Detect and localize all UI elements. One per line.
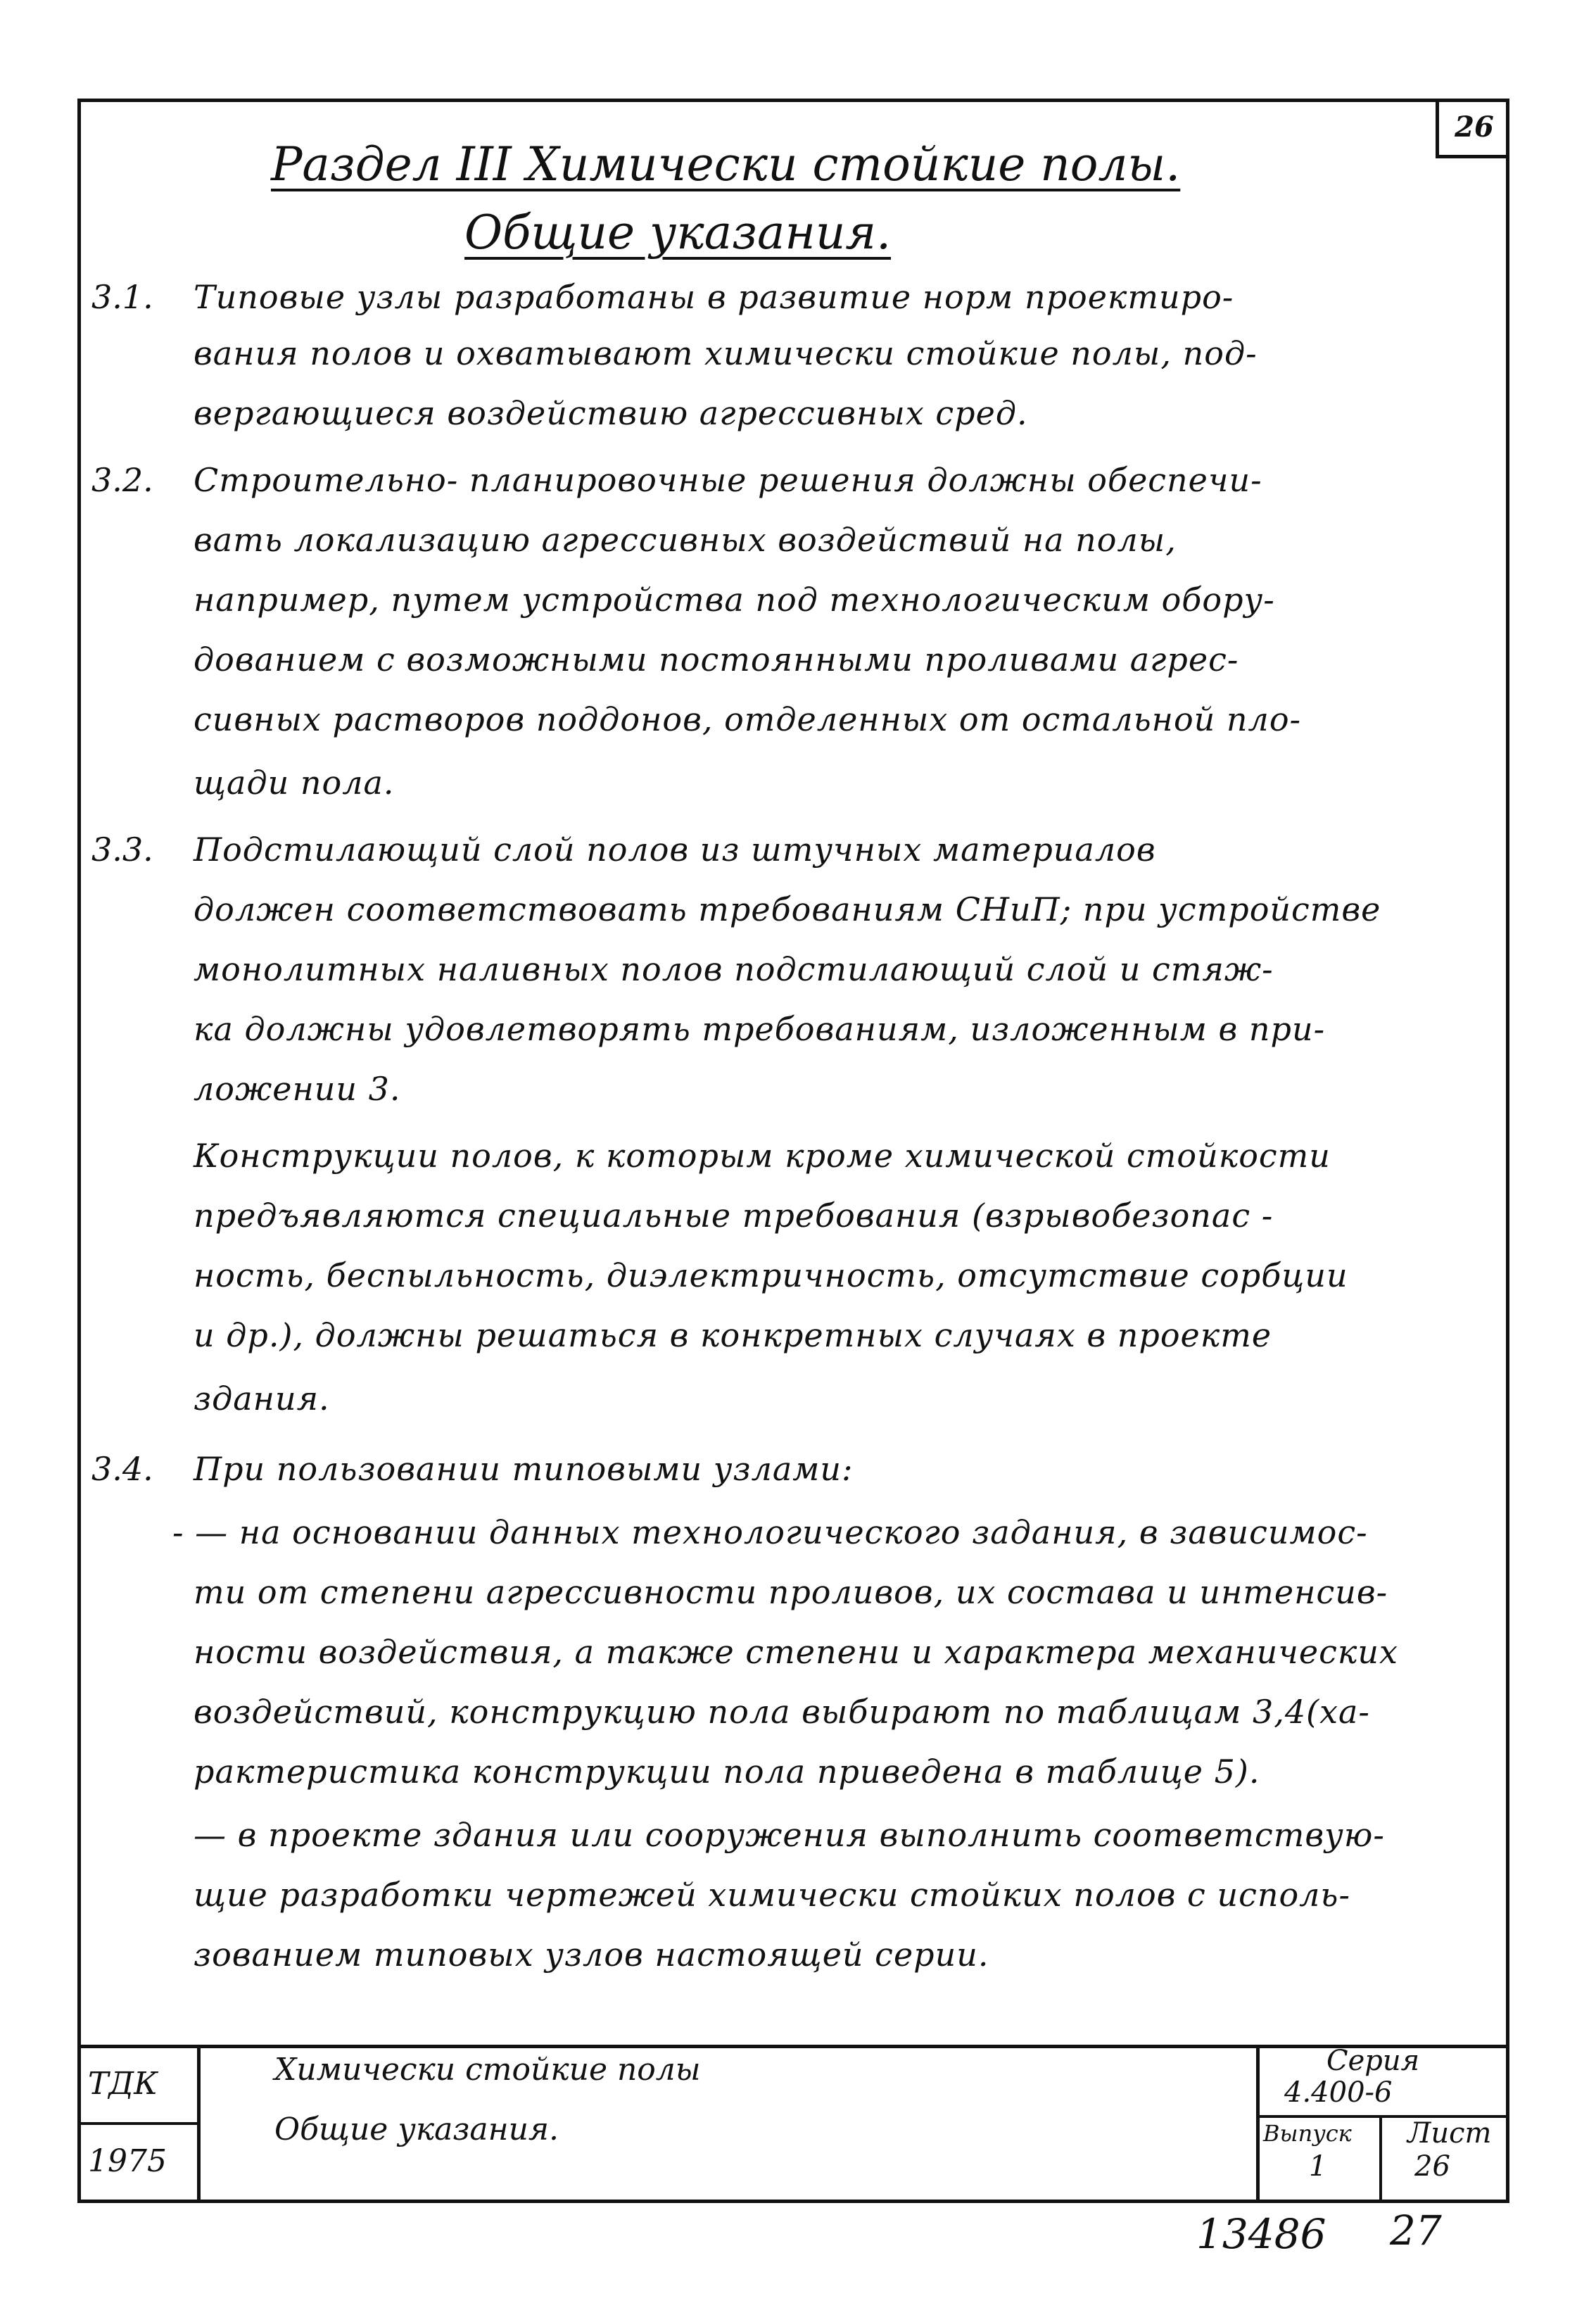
text-line: Строительно- планировочные решения должны обеспечи- (194, 461, 1262, 499)
issue-value: 1 (1309, 2150, 1327, 2183)
text-line: должен соответствовать требованиям СНиП; при устройстве (194, 890, 1381, 928)
text-line: сивных растворов поддонов, отделенных от остальной пло- (194, 700, 1302, 738)
text-line: вать локализацию агрессивных воздействий на полы, (194, 521, 1177, 559)
text-line: - — на основании данных технологического задания, в зависимос- (172, 1513, 1368, 1551)
title-block-top-rule (77, 2045, 1509, 2048)
text-line: ложении 3. (194, 1070, 401, 1108)
text-line: При пользовании типовыми узлами: (194, 1450, 854, 1488)
title-line-2: Общие указания. (274, 2112, 559, 2147)
title-line-1: Химически стойкие полы (274, 2052, 701, 2088)
text-line: здания. (194, 1380, 330, 1418)
item-number-3-4: 3.4. (91, 1450, 153, 1488)
text-line: монолитных наливных полов подстилающий слой и стяж- (194, 950, 1274, 988)
sheet-label: Лист (1407, 2117, 1492, 2150)
text-line: ти от степени агрессивности проливов, их состава и интенсив- (194, 1573, 1388, 1611)
text-line: Подстилающий слой полов из штучных материалов (194, 831, 1156, 869)
text-line: дованием с возможными постоянными проливами агрес- (194, 641, 1239, 679)
sheet-value: 26 (1414, 2150, 1450, 2183)
title-block-left-divider (77, 2122, 198, 2125)
series-value: 4.400-6 (1284, 2076, 1393, 2109)
title-block-vertical-rule (1256, 2045, 1260, 2203)
sheet-number: 26 (1455, 110, 1494, 144)
page-number: 27 (1390, 2207, 1442, 2254)
sheet-number-box (1436, 99, 1509, 158)
text-line: ка должны удовлетворять требованиям, изложенным в при- (194, 1010, 1326, 1048)
item-number-3-3: 3.3. (91, 831, 153, 869)
item-number-3-1: 3.1. (91, 278, 153, 316)
text-line: Конструкции полов, к которым кроме химической стойкости (194, 1137, 1331, 1175)
title-block-vertical-rule (1379, 2115, 1382, 2203)
text-line: щие разработки чертежей химически стойких полов с исполь- (194, 1876, 1351, 1914)
year: 1975 (88, 2143, 167, 2179)
item-number-3-2: 3.2. (91, 461, 153, 499)
org-code: ТДК (88, 2066, 158, 2102)
text-line: вания полов и охватывают химически стойкие полы, под- (194, 334, 1258, 372)
issue-label: Выпуск (1263, 2120, 1352, 2147)
text-line: рактеристика конструкции пола приведена в таблице 5). (194, 1753, 1260, 1791)
text-line: щади пола. (194, 764, 395, 802)
text-line: ности воздействия, а также степени и характера механических (194, 1633, 1398, 1671)
section-heading: Раздел III Химически стойкие полы. (271, 137, 1181, 191)
text-line: и др.), должны решаться в конкретных случаях в проекте (194, 1316, 1272, 1354)
text-line: Типовые узлы разработаны в развитие норм проектиро- (194, 278, 1234, 316)
text-line: ность, беспыльность, диэлектричность, отсутствие сорбции (194, 1256, 1348, 1294)
text-line: предъявляются специальные требования (взрывобезопас - (194, 1197, 1274, 1235)
document-number: 13486 (1196, 2210, 1326, 2258)
text-line: например, путем устройства под технологическим обору- (194, 581, 1275, 619)
section-subheading: Общие указания. (464, 206, 892, 260)
text-line: — в проекте здания или сооружения выполнить соответствую- (194, 1816, 1385, 1854)
text-line: воздействий, конструкцию пола выбирают по таблицам 3,4(ха- (194, 1693, 1370, 1731)
series-label: Серия (1326, 2045, 1420, 2077)
title-block-vertical-rule (197, 2045, 201, 2203)
text-line: вергающиеся воздействию агрессивных сред. (194, 394, 1028, 432)
text-line: зованием типовых узлов настоящей серии. (194, 1936, 989, 1974)
